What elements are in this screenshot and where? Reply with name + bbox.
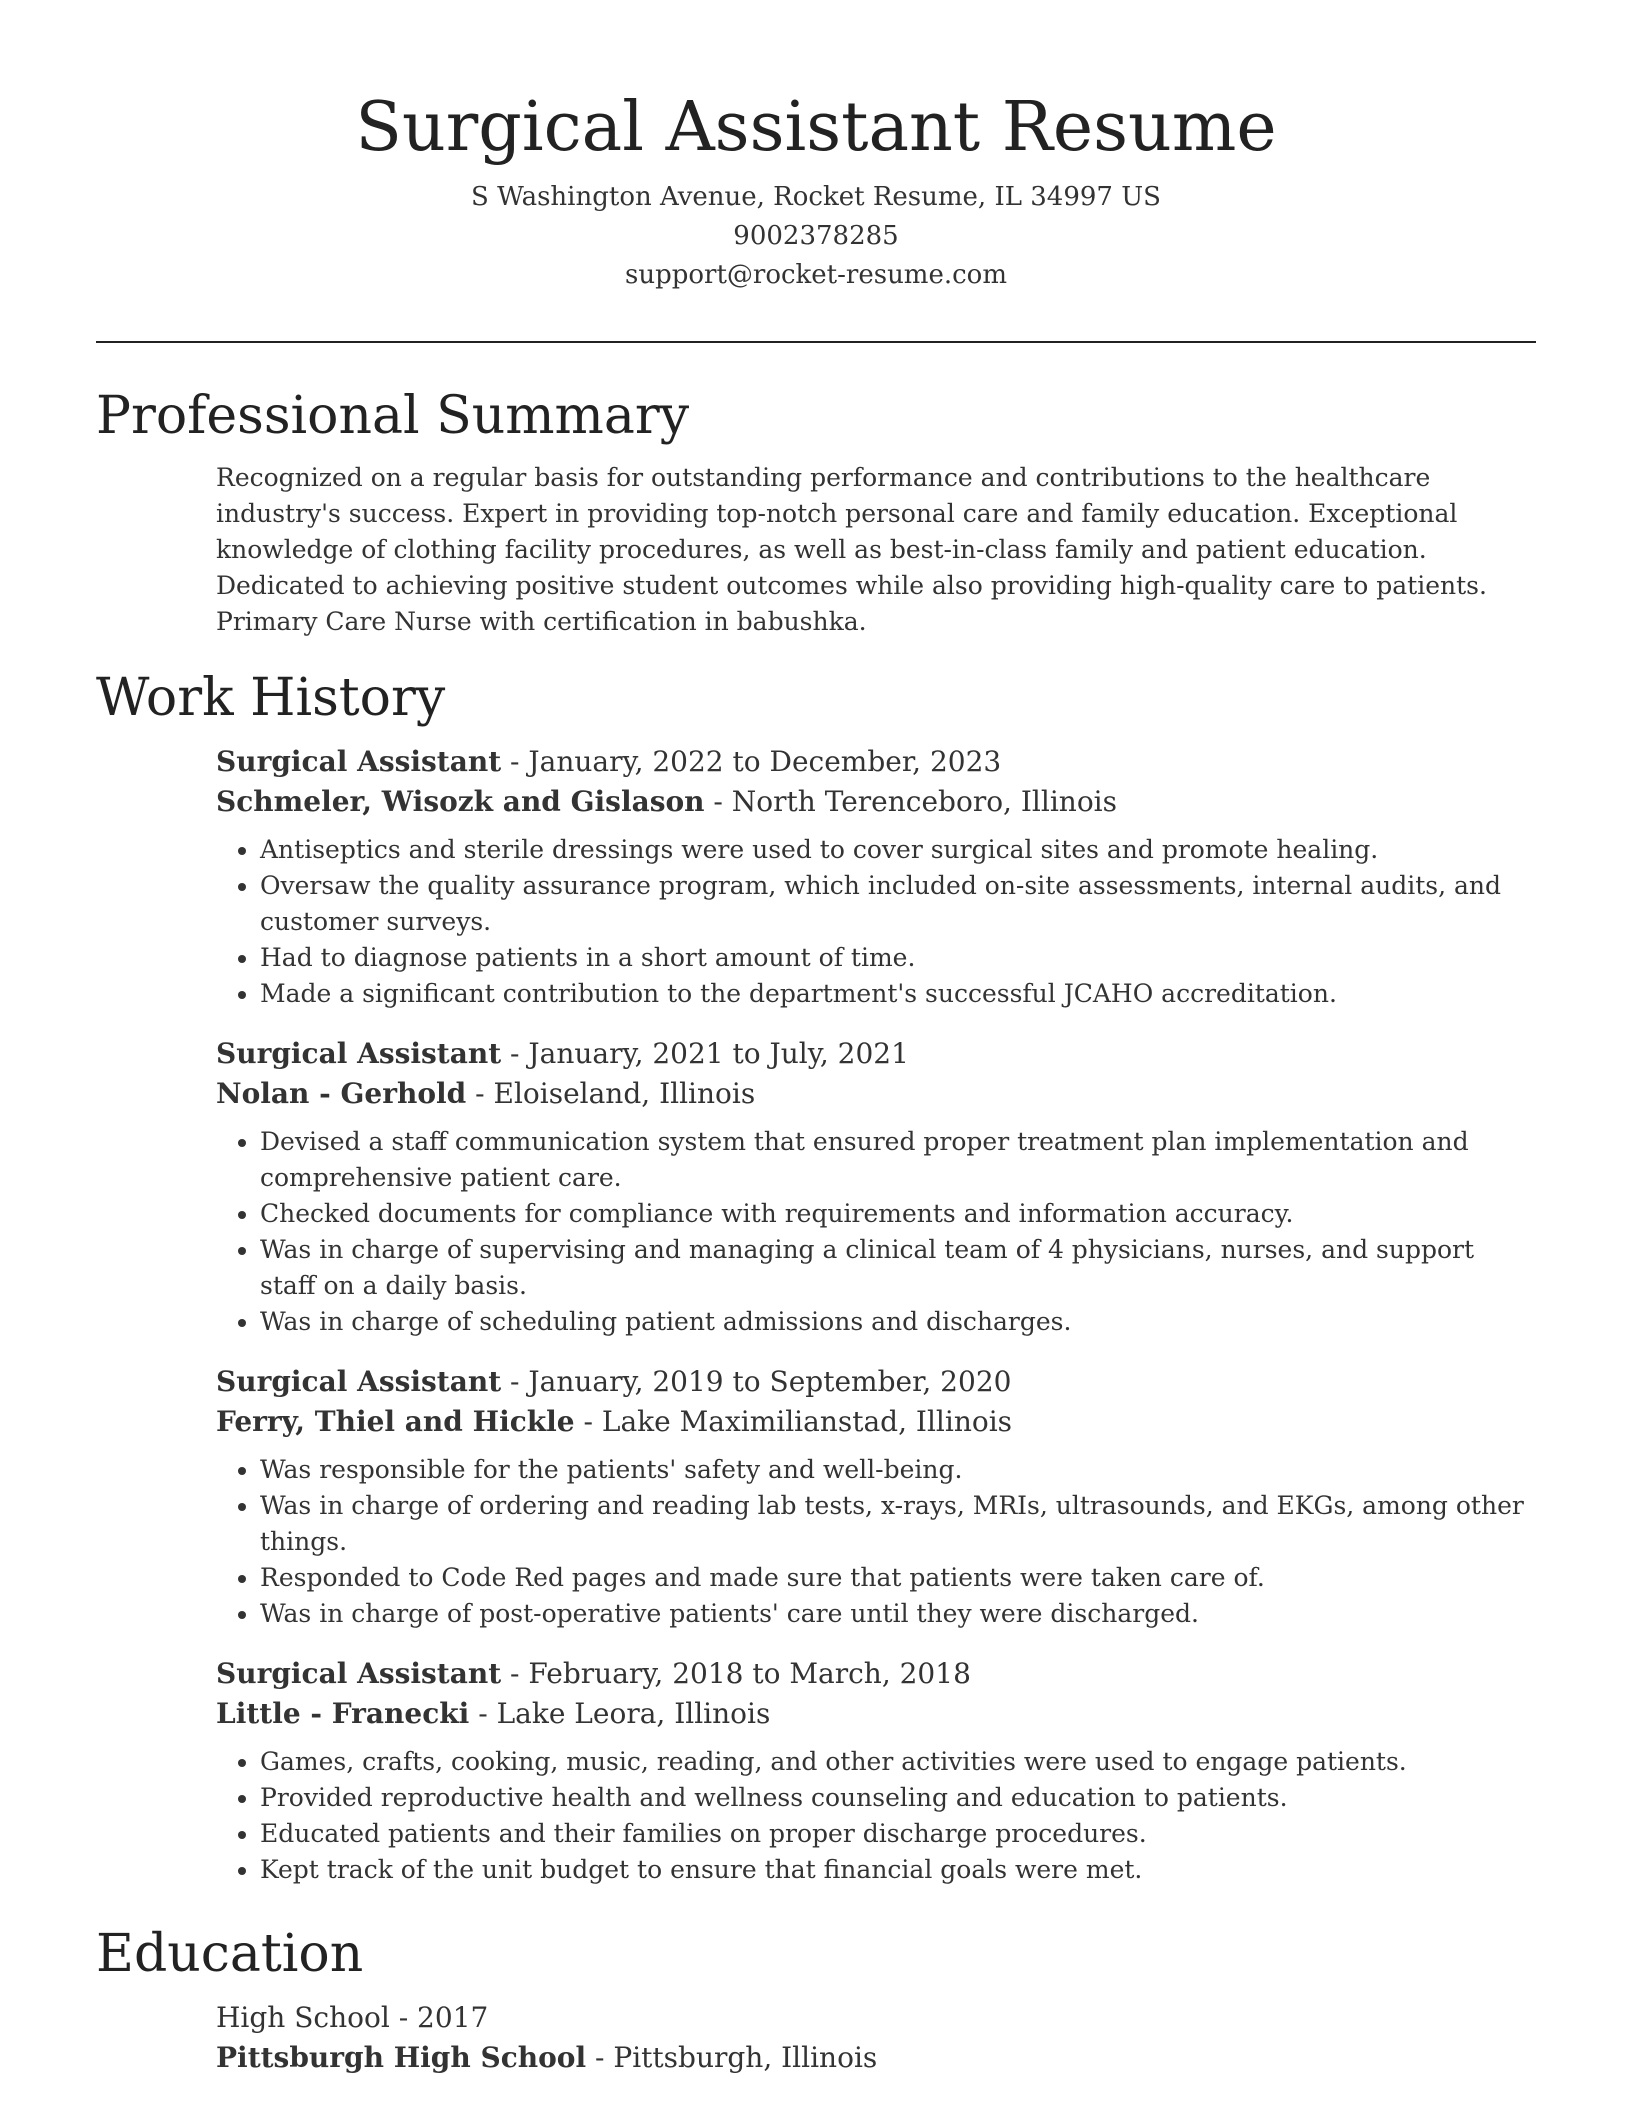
job-title: Surgical Assistant [216, 1037, 502, 1070]
resume-header [0, 78, 1632, 295]
job-company-line [216, 782, 1536, 822]
contact-email: support@rocket-resume.com [624, 260, 1007, 290]
job-duty-item: • Was in charge of ordering and reading lab tests, x-rays, MRIs, ultrasounds, and EKGs, among other things. [260, 1488, 1536, 1560]
job-location: - Lake Maximilianstad, Illinois [574, 1405, 1013, 1438]
job-entry [216, 1362, 1536, 1632]
professional-summary-section [96, 372, 1536, 640]
education-year: - 2017 [389, 2001, 489, 2034]
job-title: Surgical Assistant [216, 745, 502, 778]
job-duty-item: • Checked documents for compliance with requirements and information accuracy. [260, 1196, 1536, 1232]
education-section [96, 1910, 1536, 2078]
job-company: Nolan - Gerhold [216, 1077, 467, 1110]
job-duty-item: • Educated patients and their families on proper discharge procedures. [260, 1816, 1536, 1852]
job-location: - North Terenceboro, Illinois [704, 785, 1117, 818]
job-location: - Eloiseland, Illinois [466, 1077, 756, 1110]
job-duty-item: • Had to diagnose patients in a short amount of time. [260, 940, 1536, 976]
job-duty-item: • Was in charge of supervising and managing a clinical team of 4 physicians, nurses, and support staff on a daily basis. [260, 1232, 1536, 1304]
job-duty-item: • Devised a staff communication system that ensured proper treatment plan implementation and comprehensive patient care. [260, 1124, 1536, 1196]
work-history-section [96, 654, 1536, 1888]
job-duties-list [216, 1124, 1536, 1340]
contact-phone: 9002378285 [733, 221, 899, 251]
job-duty-item: • Kept track of the unit budget to ensure that financial goals were met. [260, 1852, 1536, 1888]
contact-address: S Washington Avenue, Rocket Resume, IL 34997 US [471, 182, 1161, 212]
job-duty-item: • Responded to Code Red pages and made sure that patients were taken care of. [260, 1560, 1536, 1596]
job-title-line [216, 742, 1536, 782]
education-degree-line [216, 1998, 1536, 2038]
education-school: Pittsburgh High School [216, 2041, 587, 2074]
resume-content [96, 372, 1536, 2078]
job-title-line [216, 1034, 1536, 1074]
job-dates: - January, 2022 to December, 2023 [501, 745, 1002, 778]
job-company: Schmeler, Wisozk and Gislason [216, 785, 705, 818]
job-company-line [216, 1074, 1536, 1114]
education-location: - Pittsburgh, Illinois [586, 2041, 878, 2074]
job-duty-item: • Was in charge of post-operative patients' care until they were discharged. [260, 1596, 1536, 1632]
job-dates: - February, 2018 to March, 2018 [501, 1657, 971, 1690]
job-duty-item: • Was responsible for the patients' safety and well-being. [260, 1452, 1536, 1488]
section-heading-work-history: Work History [96, 668, 446, 728]
job-duty-item: • Made a significant contribution to the department's successful JCAHO accreditation. [260, 976, 1536, 1012]
job-dates: - January, 2019 to September, 2020 [501, 1365, 1012, 1398]
section-heading-education: Education [96, 1924, 364, 1984]
job-entry [216, 742, 1536, 1012]
job-location: - Lake Leora, Illinois [469, 1697, 771, 1730]
job-company: Little - Franecki [216, 1697, 470, 1730]
resume-title: Surgical Assistant Resume [355, 88, 1277, 167]
job-duties-list [216, 832, 1536, 1012]
job-title-line [216, 1654, 1536, 1694]
summary-body [216, 460, 1536, 640]
education-body [216, 1998, 1536, 2078]
job-dates: - January, 2021 to July, 2021 [501, 1037, 909, 1070]
job-entry [216, 1654, 1536, 1888]
job-duty-item: • Provided reproductive health and wellness counseling and education to patients. [260, 1780, 1536, 1816]
education-entry [216, 1998, 1536, 2078]
job-duty-item: • Antiseptics and sterile dressings were used to cover surgical sites and promote healing. [260, 832, 1536, 868]
section-heading-summary: Professional Summary [96, 386, 690, 446]
job-company-line [216, 1402, 1536, 1442]
job-duty-item: • Was in charge of scheduling patient admissions and discharges. [260, 1304, 1536, 1340]
job-duties-list [216, 1452, 1536, 1632]
education-school-line [216, 2038, 1536, 2078]
job-title-line [216, 1362, 1536, 1402]
job-title: Surgical Assistant [216, 1365, 502, 1398]
education-degree: High School [216, 2001, 390, 2034]
job-duty-item: • Games, crafts, cooking, music, reading, and other activities were used to engage patients. [260, 1744, 1536, 1780]
job-company-line [216, 1694, 1536, 1734]
header-divider [96, 341, 1536, 343]
job-title: Surgical Assistant [216, 1657, 502, 1690]
summary-text: Recognized on a regular basis for outstanding performance and contributions to the healthcare industry's success. Expert in providing top-notch personal care and family education. Exceptional knowledge of clothing facility procedures, as well as best-in-class family and patient education. Dedicated to achieving positive student outcomes while also providing high-quality care to patients. Primary Care Nurse with certification in babushka. [216, 463, 1487, 636]
job-company: Ferry, Thiel and Hickle [216, 1405, 575, 1438]
job-duties-list [216, 1744, 1536, 1888]
work-history-body [216, 742, 1536, 1888]
job-entry [216, 1034, 1536, 1340]
job-duty-item: • Oversaw the quality assurance program, which included on-site assessments, internal audits, and customer surveys. [260, 868, 1536, 940]
